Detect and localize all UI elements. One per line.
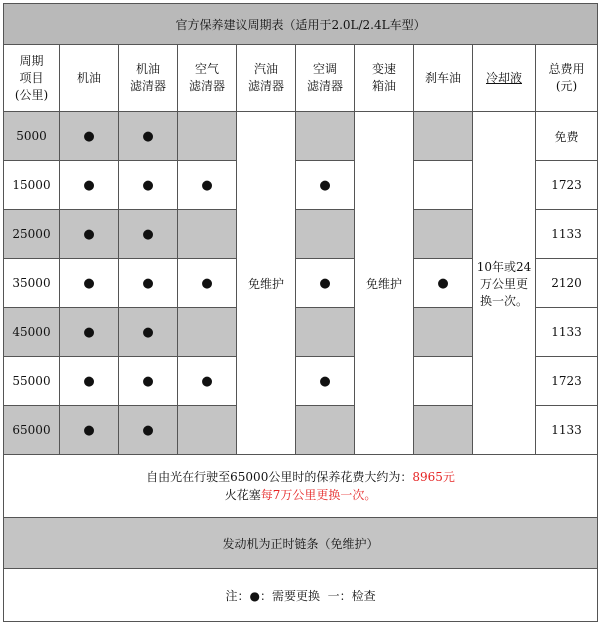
dot-mark: ● [296, 357, 355, 406]
dot-mark: ● [60, 112, 119, 161]
dot-mark: ● [296, 259, 355, 308]
empty-cell [296, 210, 355, 259]
row-cost: 2120 [536, 259, 598, 308]
header-oil: 机油 [60, 45, 119, 112]
engine-note: 发动机为正时链条（免维护） [4, 518, 598, 569]
empty-cell [296, 308, 355, 357]
empty-cell [414, 308, 473, 357]
header-coolant: 冷却液 [473, 45, 536, 112]
summary-line-2: 火花塞每7万公里更换一次。 [224, 488, 377, 502]
empty-cell [414, 357, 473, 406]
header-ac-filter: 空调 滤清器 [296, 45, 355, 112]
empty-cell [414, 406, 473, 455]
maintenance-schedule [3, 3, 597, 615]
empty-cell [178, 112, 237, 161]
fuel-filter-merged: 免维护 [237, 112, 296, 455]
dot-mark: ● [119, 357, 178, 406]
row-km: 55000 [4, 357, 60, 406]
header-brake: 刹车油 [414, 45, 473, 112]
row-cost: 1133 [536, 210, 598, 259]
dot-mark: ● [119, 308, 178, 357]
header-period: 周期 项目 (公里) [4, 45, 60, 112]
legend: 注：●：需要更换 一：检查 [4, 569, 598, 622]
empty-cell [414, 112, 473, 161]
maintenance-table [3, 3, 598, 622]
row-cost: 1723 [536, 161, 598, 210]
row-cost: 1723 [536, 357, 598, 406]
dot-mark: ● [414, 259, 473, 308]
dot-mark: ● [119, 112, 178, 161]
summary-line-1: 自由光在行驶至65000公里时的保养花费大约为：8965元 [146, 470, 455, 484]
row-km: 5000 [4, 112, 60, 161]
total-amount: 8965元 [412, 470, 455, 484]
row-cost: 1133 [536, 308, 598, 357]
table-title: 官方保养建议周期表（适用于2.0L/2.4L车型） [4, 4, 598, 45]
header-cost: 总费用 (元) [536, 45, 598, 112]
empty-cell [178, 308, 237, 357]
row-km: 25000 [4, 210, 60, 259]
dot-mark: ● [119, 259, 178, 308]
header-oil-filter: 机油 滤清器 [119, 45, 178, 112]
dot-mark: ● [178, 259, 237, 308]
row-cost: 1133 [536, 406, 598, 455]
dot-mark: ● [119, 210, 178, 259]
dot-mark: ● [178, 357, 237, 406]
dot-mark: ● [60, 406, 119, 455]
empty-cell [414, 210, 473, 259]
row-km: 45000 [4, 308, 60, 357]
summary-row [4, 455, 598, 518]
header-air-filter: 空气 滤清器 [178, 45, 237, 112]
empty-cell [296, 112, 355, 161]
header-row [4, 45, 598, 112]
dot-mark: ● [296, 161, 355, 210]
empty-cell [414, 161, 473, 210]
dot-mark: ● [119, 161, 178, 210]
header-fuel-filter: 汽油 滤清器 [237, 45, 296, 112]
dot-mark: ● [60, 357, 119, 406]
table-row [4, 112, 598, 161]
summary-cell [4, 455, 598, 518]
empty-cell [178, 210, 237, 259]
empty-cell [296, 406, 355, 455]
spark-plug-interval: 每7万公里更换一次。 [260, 488, 377, 502]
empty-cell [178, 406, 237, 455]
row-km: 35000 [4, 259, 60, 308]
legend-row [4, 569, 598, 622]
row-km: 15000 [4, 161, 60, 210]
coolant-merged: 10年或24 万公里更 换一次。 [473, 112, 536, 455]
dot-mark: ● [60, 161, 119, 210]
dot-mark: ● [60, 210, 119, 259]
header-transmission: 变速 箱油 [355, 45, 414, 112]
dot-mark: ● [119, 406, 178, 455]
row-km: 65000 [4, 406, 60, 455]
dot-mark: ● [60, 308, 119, 357]
dot-legend-icon: ● [249, 588, 260, 603]
dot-mark: ● [178, 161, 237, 210]
engine-row [4, 518, 598, 569]
dot-mark: ● [60, 259, 119, 308]
row-cost: 免费 [536, 112, 598, 161]
transmission-merged: 免维护 [355, 112, 414, 455]
